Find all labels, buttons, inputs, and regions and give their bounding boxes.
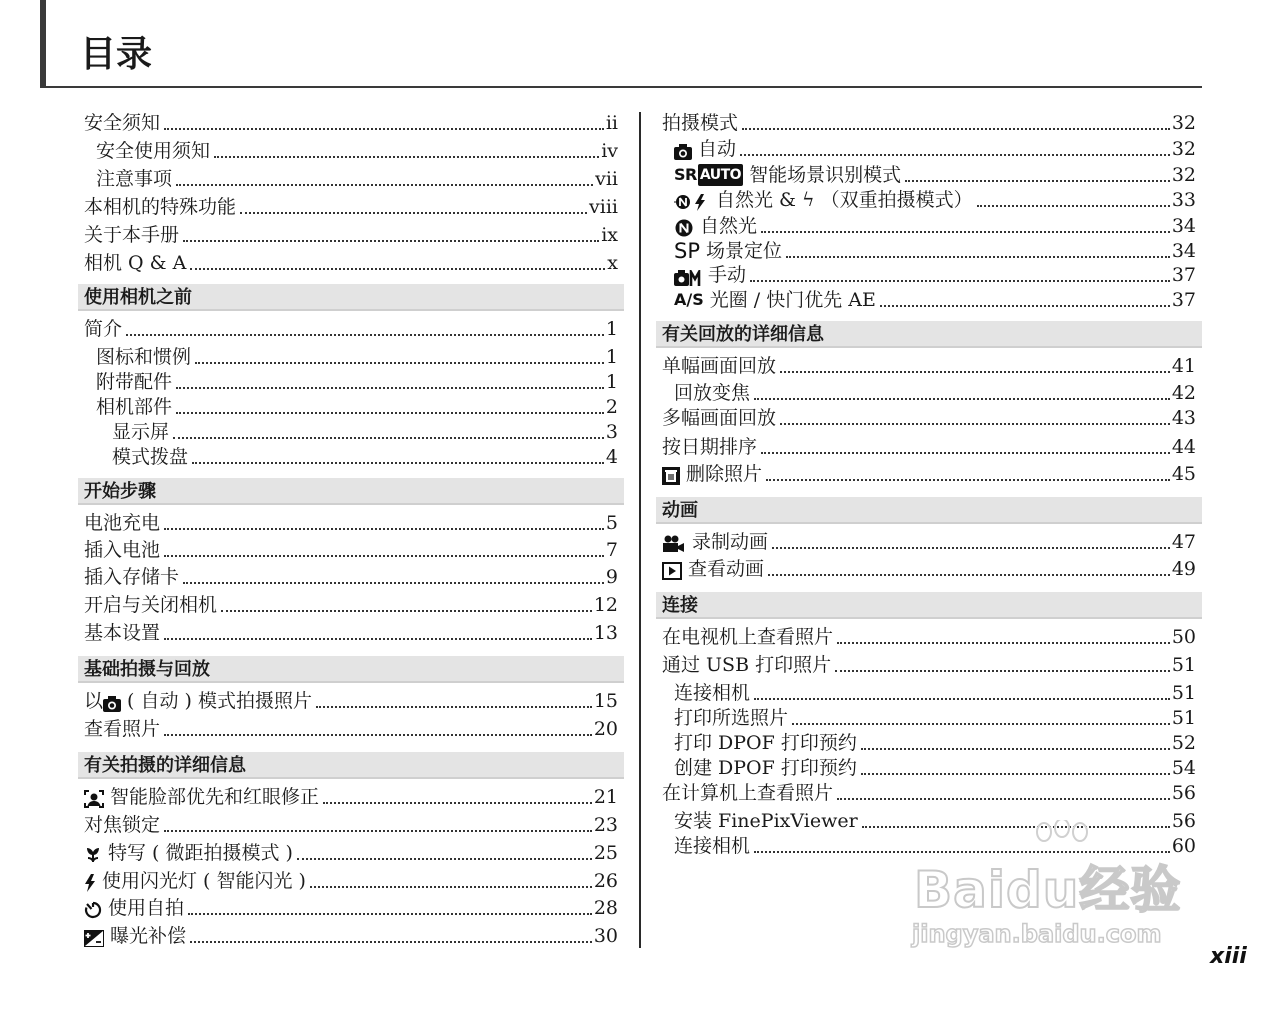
toc-entry[interactable] xyxy=(78,893,624,919)
toc-entry-label: 插入电池 xyxy=(84,539,161,561)
toc-entry-label-group xyxy=(78,870,308,892)
section-heading: 连接 xyxy=(656,592,1202,619)
toc-entry[interactable] xyxy=(656,211,1202,237)
toc-entry-page: 30 xyxy=(593,925,618,947)
toc-entry-page: 41 xyxy=(1171,355,1196,377)
toc-entry-label: 智能脸部优先和红眼修正 xyxy=(110,786,320,808)
toc-entry-page: vii xyxy=(595,168,618,190)
dot-leader xyxy=(173,437,604,439)
natural-flash-icon xyxy=(674,193,710,211)
section-heading: 有关拍摄的详细信息 xyxy=(78,752,624,779)
toc-entry-page: 23 xyxy=(593,814,618,836)
toc-entry-label-group xyxy=(656,810,860,832)
toc-entry-label: 在电视机上查看照片 xyxy=(662,626,834,648)
toc-entry[interactable] xyxy=(78,508,624,534)
toc-entry[interactable] xyxy=(656,728,1202,754)
toc-entry-label: 创建 DPOF 打印预约 xyxy=(674,757,857,779)
dot-leader xyxy=(780,371,1170,373)
toc-entry-label-group xyxy=(78,371,174,393)
toc-entry-label: 自然光 xyxy=(700,215,758,237)
toc-entry-page: x xyxy=(607,252,618,274)
toc-entry[interactable] xyxy=(78,136,624,162)
watermark-brand: Baidu经验 xyxy=(914,861,1182,919)
dot-leader xyxy=(188,913,592,915)
toc-entry-label-group xyxy=(78,786,321,808)
toc-entry[interactable] xyxy=(656,622,1202,648)
macro-flower-icon xyxy=(84,846,102,864)
toc-entry-label-group xyxy=(78,897,186,919)
toc-entry-label-group xyxy=(78,718,162,740)
toc-entry-label-group xyxy=(78,622,162,644)
toc-entry-label-group xyxy=(78,252,188,274)
toc-entry-label: 相机部件 xyxy=(96,396,173,418)
toc-entry[interactable] xyxy=(78,838,624,864)
dot-leader xyxy=(766,479,1170,481)
movie-camera-icon xyxy=(662,535,686,553)
toc-entry-label-group xyxy=(656,682,752,704)
manual-mode-icon xyxy=(674,270,702,286)
toc-entry-page: 26 xyxy=(593,870,618,892)
toc-entry-label: 连接相机 xyxy=(674,682,751,704)
sr-auto-icon-sr: SR xyxy=(674,165,697,184)
toc-entry-label: 相机 Q & A xyxy=(84,252,187,274)
dot-leader xyxy=(750,280,1170,282)
toc-entry[interactable] xyxy=(78,866,624,892)
section-heading: 基础拍摄与回放 xyxy=(78,656,624,683)
toc-entry[interactable] xyxy=(78,342,624,368)
toc-entry[interactable] xyxy=(78,921,624,947)
dot-leader xyxy=(183,582,604,584)
self-timer-icon xyxy=(84,901,102,919)
toc-entry-label: 连接相机 xyxy=(674,835,751,857)
baidu-watermark xyxy=(900,820,1200,970)
toc-entry-page: viii xyxy=(589,196,618,218)
dot-leader xyxy=(164,830,592,832)
toc-entry[interactable] xyxy=(78,314,624,340)
dot-leader xyxy=(768,574,1170,576)
toc-entry-page: 54 xyxy=(1171,757,1196,779)
toc-entry-page: 7 xyxy=(605,539,618,561)
toc-entry-label-group xyxy=(656,732,859,754)
toc-entry-label: 显示屏 xyxy=(112,421,170,443)
toc-entry-label: 回放变焦 xyxy=(674,382,751,404)
toc-entry[interactable] xyxy=(656,678,1202,704)
toc-entry[interactable] xyxy=(656,554,1202,580)
toc-entry-page: 60 xyxy=(1171,835,1196,857)
toc-entry-page: 3 xyxy=(605,421,618,443)
toc-entry-label: 模式拨盘 xyxy=(112,446,189,468)
toc-entry-page: 13 xyxy=(593,622,618,644)
section-heading: 有关回放的详细信息 xyxy=(656,321,1202,348)
toc-entry-page: 44 xyxy=(1171,436,1196,458)
toc-entry-label: 安装 FinePixViewer xyxy=(674,810,858,832)
toc-entry-label-group xyxy=(656,289,878,311)
toc-entry-page: 45 xyxy=(1171,463,1196,485)
toc-entry-label-group xyxy=(78,168,174,190)
dot-leader xyxy=(786,256,1170,258)
toc-entry-label-group xyxy=(78,224,181,246)
toc-entry-label: 关于本手册 xyxy=(84,224,180,246)
toc-entry[interactable] xyxy=(656,527,1202,553)
toc-entry[interactable] xyxy=(78,714,624,740)
toc-entry-page: 43 xyxy=(1171,407,1196,429)
toc-entry[interactable] xyxy=(78,367,624,393)
toc-entry-label: 电池充电 xyxy=(84,512,161,534)
toc-entry-label-group xyxy=(78,512,162,534)
toc-entry[interactable] xyxy=(78,248,624,274)
toc-entry-page: 51 xyxy=(1171,654,1196,676)
watermark-url: jingyan.baidu.com xyxy=(912,920,1162,948)
toc-entry[interactable] xyxy=(656,378,1202,404)
dot-leader xyxy=(240,212,587,214)
dot-leader xyxy=(183,240,599,242)
toc-entry-label-group xyxy=(656,654,833,676)
toc-entry-label: 删除照片 xyxy=(686,463,763,485)
toc-entry[interactable] xyxy=(656,650,1202,676)
toc-entry-page: 56 xyxy=(1171,782,1196,804)
toc-entry-page: 33 xyxy=(1171,189,1196,211)
toc-entry-label-group xyxy=(656,240,784,262)
toc-entry-label: 图标和惯例 xyxy=(96,346,192,368)
toc-entry-page: 32 xyxy=(1171,138,1196,160)
toc-entry[interactable] xyxy=(78,618,624,644)
toc-entry-label: ( 自动 ) 模式拍摄照片 xyxy=(127,690,312,712)
toc-entry-label-group xyxy=(78,814,162,836)
aperture-shutter-icon: A/S xyxy=(674,290,704,309)
toc-entry[interactable] xyxy=(78,108,624,134)
dot-leader xyxy=(164,555,604,557)
toc-entry-label: 插入存储卡 xyxy=(84,566,180,588)
toc-entry-label: 通过 USB 打印照片 xyxy=(662,654,832,676)
toc-entry[interactable] xyxy=(78,192,624,218)
toc-entry-page: 1 xyxy=(605,346,618,368)
toc-entry[interactable] xyxy=(78,392,624,418)
dot-leader xyxy=(792,723,1170,725)
toc-entry-page: 5 xyxy=(605,512,618,534)
toc-entry-label-group xyxy=(656,164,903,186)
toc-entry[interactable] xyxy=(656,403,1202,429)
toc-entry[interactable] xyxy=(78,220,624,246)
dot-leader xyxy=(164,638,592,640)
toc-entry-label: 按日期排序 xyxy=(662,436,758,458)
flash-icon xyxy=(84,874,96,892)
toc-entry-label: 智能场景识别模式 xyxy=(749,164,902,186)
dot-leader xyxy=(837,642,1170,644)
trash-icon xyxy=(662,467,680,485)
toc-entry-label: 简介 xyxy=(84,318,123,340)
toc-entry-label-group xyxy=(78,539,162,561)
toc-entry-label-group xyxy=(656,626,835,648)
toc-entry-page: 1 xyxy=(605,318,618,340)
toc-entry-label: 录制动画 xyxy=(692,531,769,553)
toc-entry-label-group xyxy=(656,264,748,286)
dot-leader xyxy=(977,205,1170,207)
toc-entry[interactable] xyxy=(656,778,1202,804)
toc-entry[interactable] xyxy=(656,108,1202,134)
dot-leader xyxy=(761,231,1170,233)
dot-leader xyxy=(164,128,604,130)
dot-leader xyxy=(221,610,592,612)
toc-entry-label: 光圈 / 快门优先 AE xyxy=(709,289,876,311)
toc-entry-label: 单幅画面回放 xyxy=(662,355,777,377)
dot-leader xyxy=(905,180,1170,182)
toc-entry-label-group xyxy=(656,835,752,857)
sp-icon: SP xyxy=(674,239,700,263)
toc-entry-label-group xyxy=(656,407,778,429)
dot-leader xyxy=(190,941,592,943)
toc-entry-label-group xyxy=(656,782,835,804)
toc-entry-label-group xyxy=(656,355,778,377)
toc-entry-label-group xyxy=(656,463,764,485)
toc-entry-page: 56 xyxy=(1171,810,1196,832)
toc-entry[interactable] xyxy=(78,782,624,808)
toc-entry[interactable] xyxy=(78,417,624,443)
toc-entry-label: 自动 xyxy=(698,138,737,160)
toc-entry[interactable] xyxy=(78,590,624,616)
toc-entry-label-group xyxy=(656,189,975,211)
toc-entry[interactable] xyxy=(78,810,624,836)
dot-leader xyxy=(192,462,604,464)
toc-entry-page: 42 xyxy=(1171,382,1196,404)
toc-entry-page: 49 xyxy=(1171,558,1196,580)
toc-entry-page: ix xyxy=(601,224,618,246)
dot-leader xyxy=(742,128,1170,130)
toc-entry[interactable] xyxy=(656,432,1202,458)
toc-entry[interactable] xyxy=(656,134,1202,160)
toc-entry-page: 12 xyxy=(593,594,618,616)
toc-entry-label-group xyxy=(78,594,219,616)
exposure-compensation-icon xyxy=(84,930,104,947)
toc-entry-page: 47 xyxy=(1171,531,1196,553)
toc-entry-label-group xyxy=(78,196,238,218)
toc-entry[interactable] xyxy=(78,562,624,588)
toc-entry-label-group xyxy=(656,112,740,134)
toc-entry[interactable] xyxy=(78,164,624,190)
toc-entry-label: 对焦锁定 xyxy=(84,814,161,836)
toc-entry-page: 32 xyxy=(1171,164,1196,186)
dot-leader xyxy=(310,886,592,888)
toc-entry-label: 曝光补偿 xyxy=(110,925,187,947)
section-heading: 开始步骤 xyxy=(78,478,624,505)
toc-entry-label: 安全使用须知 xyxy=(96,140,211,162)
dot-leader xyxy=(164,734,592,736)
camera-icon xyxy=(674,144,692,160)
toc-entry-label: 使用自拍 xyxy=(108,897,185,919)
dot-leader xyxy=(754,698,1170,700)
section-heading: 动画 xyxy=(656,497,1202,524)
toc-entry-label-group xyxy=(78,421,171,443)
toc-entry-label: 打印所选照片 xyxy=(674,707,789,729)
toc-entry-label: 查看照片 xyxy=(84,718,161,740)
toc-entry-label-group xyxy=(656,757,859,779)
toc-entry[interactable] xyxy=(656,285,1202,311)
toc-entry[interactable] xyxy=(656,703,1202,729)
dot-leader xyxy=(176,184,593,186)
toc-entry[interactable] xyxy=(656,260,1202,286)
toc-entry-label-group xyxy=(78,318,124,340)
toc-entry-label: 特写 ( 微距拍摄模式 ) xyxy=(108,842,293,864)
section-heading: 使用相机之前 xyxy=(78,284,624,311)
toc-entry-page: 21 xyxy=(593,786,618,808)
toc-entry-page: ii xyxy=(605,112,618,134)
dot-leader xyxy=(316,706,592,708)
toc-entry-label: 基本设置 xyxy=(84,622,161,644)
toc-entry-label-group xyxy=(78,566,181,588)
toc-entry-label: 使用闪光灯 ( 智能闪光 ) xyxy=(102,870,306,892)
title-rule xyxy=(40,86,1202,88)
toc-entry-label-group xyxy=(656,531,770,553)
page-number: xiii xyxy=(1210,944,1247,969)
column-divider xyxy=(639,112,641,948)
toc-entry-label-group xyxy=(78,690,314,712)
toc-entry-label: 多幅画面回放 xyxy=(662,407,777,429)
toc-entry-label-group xyxy=(656,707,790,729)
toc-entry-page: 34 xyxy=(1171,215,1196,237)
dot-leader xyxy=(323,802,592,804)
toc-entry-label: 场景定位 xyxy=(706,240,783,262)
toc-entry-label: 安全须知 xyxy=(84,112,161,134)
dot-leader xyxy=(297,858,592,860)
toc-entry-label-group xyxy=(78,446,190,468)
toc-entry-label-group xyxy=(656,138,738,160)
sr-auto-icon xyxy=(674,164,743,186)
dot-leader xyxy=(772,547,1170,549)
dot-leader xyxy=(837,798,1170,800)
dot-leader xyxy=(176,387,604,389)
toc-entry-label-group xyxy=(78,396,174,418)
toc-entry-page: 51 xyxy=(1171,707,1196,729)
toc-entry[interactable] xyxy=(656,459,1202,485)
toc-entry-label: 本相机的特殊功能 xyxy=(84,196,237,218)
toc-entry[interactable] xyxy=(656,185,1202,211)
dot-leader xyxy=(190,268,605,270)
toc-entry-label: 手动 xyxy=(708,264,747,286)
toc-entry-label: 附带配件 xyxy=(96,371,173,393)
toc-entry-page: 51 xyxy=(1171,682,1196,704)
toc-entry-page: 4 xyxy=(605,446,618,468)
dot-leader xyxy=(880,305,1170,307)
toc-entry-label-group xyxy=(78,925,188,947)
toc-entry-label-group xyxy=(78,842,295,864)
dot-leader xyxy=(126,334,604,336)
dot-leader xyxy=(754,398,1170,400)
toc-entry-page: 37 xyxy=(1171,289,1196,311)
dot-leader xyxy=(861,748,1170,750)
toc-entry-label-group xyxy=(656,558,766,580)
toc-entry-label: 打印 DPOF 打印预约 xyxy=(674,732,857,754)
toc-entry-page: 34 xyxy=(1171,240,1196,262)
dot-leader xyxy=(780,423,1170,425)
toc-entry-label-group xyxy=(78,140,212,162)
toc-entry-label-group xyxy=(78,112,162,134)
dot-leader xyxy=(195,362,604,364)
toc-entry-page: 2 xyxy=(605,396,618,418)
toc-entry-page: 50 xyxy=(1171,626,1196,648)
toc-entry[interactable] xyxy=(78,442,624,468)
toc-entry-label: 在计算机上查看照片 xyxy=(662,782,834,804)
sr-auto-icon-auto: AUTO xyxy=(698,164,743,186)
toc-entry-label-group xyxy=(656,215,759,237)
toc-entry-page: 32 xyxy=(1171,112,1196,134)
toc-entry[interactable] xyxy=(656,351,1202,377)
toc-entry[interactable] xyxy=(78,686,624,712)
toc-entry-page: 37 xyxy=(1171,264,1196,286)
toc-entry-label: 查看动画 xyxy=(688,558,765,580)
camera-icon xyxy=(103,696,121,712)
page-title: 目录 xyxy=(80,34,153,75)
toc-entry-label-group xyxy=(656,436,759,458)
toc-entry-page: 52 xyxy=(1171,732,1196,754)
toc-entry-page: 25 xyxy=(593,842,618,864)
toc-entry-label-group xyxy=(656,382,752,404)
toc-entry-label: 开启与关闭相机 xyxy=(84,594,218,616)
dot-leader xyxy=(176,412,604,414)
toc-entry-label: 注意事项 xyxy=(96,168,173,190)
toc-entry-page: iv xyxy=(601,140,618,162)
toc-entry-label: 拍摄模式 xyxy=(662,112,739,134)
toc-entry-page: 1 xyxy=(605,371,618,393)
toc-entry[interactable] xyxy=(656,236,1202,262)
toc-entry-page: 9 xyxy=(605,566,618,588)
toc-entry-page: 28 xyxy=(593,897,618,919)
face-detection-icon xyxy=(84,790,104,808)
toc-entry-page: 20 xyxy=(593,718,618,740)
dot-leader xyxy=(761,452,1170,454)
dot-leader xyxy=(861,773,1170,775)
dot-leader xyxy=(740,154,1170,156)
natural-light-icon xyxy=(674,219,694,237)
dot-leader xyxy=(214,156,599,158)
dot-leader xyxy=(835,670,1170,672)
toc-entry-label-prefix: 以 xyxy=(84,690,104,712)
toc-entry-label: 自然光 & ϟ （双重拍摄模式） xyxy=(716,189,973,211)
toc-entry[interactable] xyxy=(656,753,1202,779)
toc-entry[interactable] xyxy=(656,160,1202,186)
title-accent-bar xyxy=(40,0,46,88)
toc-entry-page: 15 xyxy=(593,690,618,712)
dot-leader xyxy=(164,528,604,530)
toc-entry[interactable] xyxy=(78,535,624,561)
play-icon xyxy=(662,562,682,580)
toc-entry-label-group xyxy=(78,346,193,368)
